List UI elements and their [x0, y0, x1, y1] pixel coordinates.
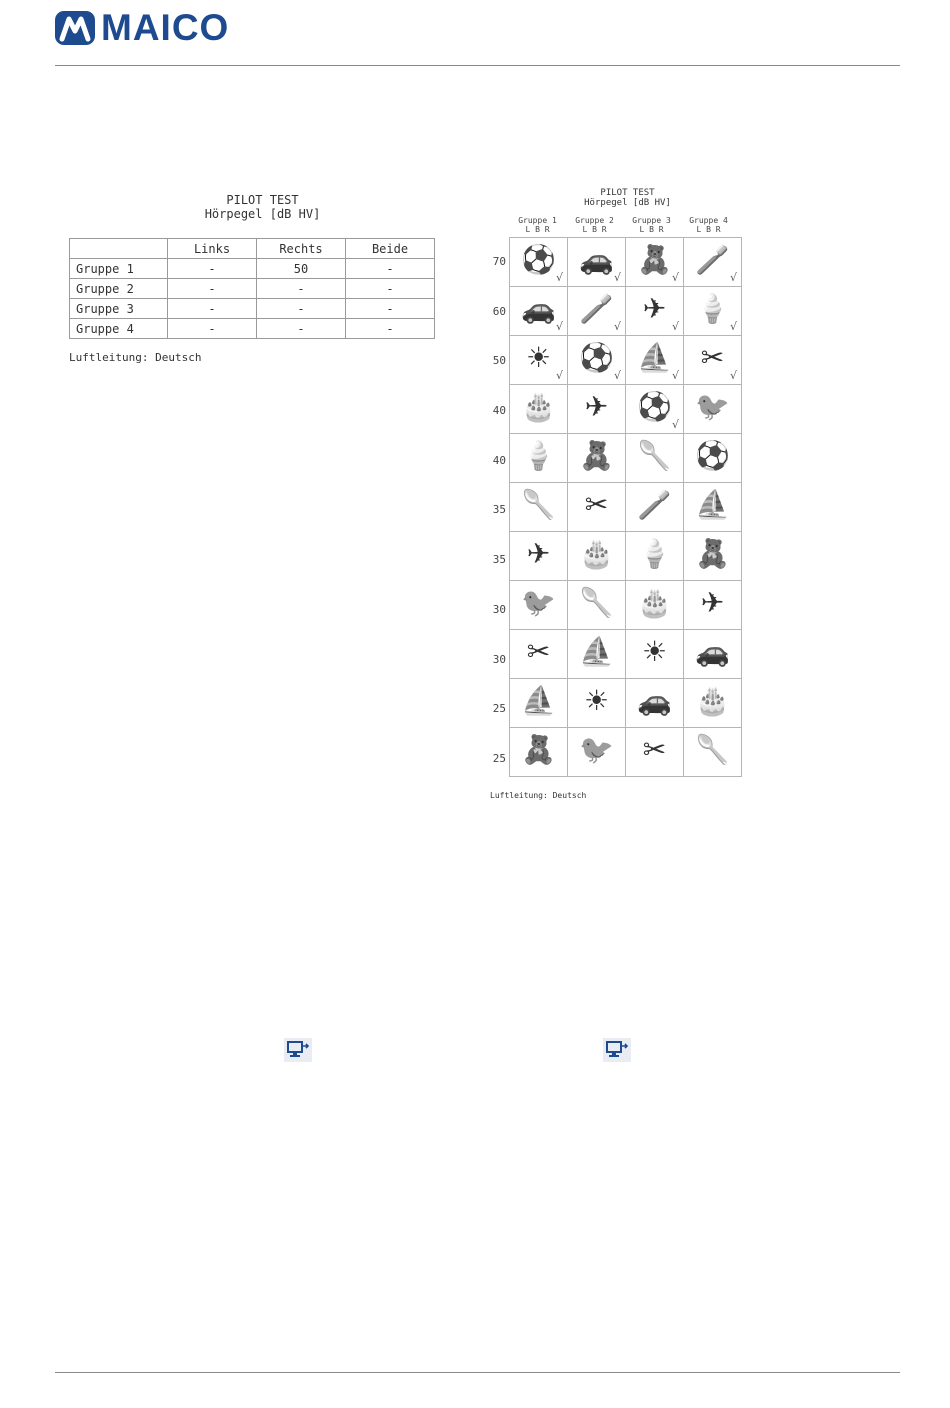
pilot-results-table: [69, 238, 435, 339]
ball-icon: ⚽: [637, 390, 672, 424]
picture-cell[interactable]: [568, 336, 626, 385]
picture-cell[interactable]: [626, 483, 684, 532]
picture-cell[interactable]: [626, 679, 684, 728]
picture-cell[interactable]: [684, 385, 742, 434]
picture-cell[interactable]: [626, 532, 684, 581]
teddy-icon: 🧸: [637, 243, 672, 277]
bird-icon: 🐦: [521, 586, 556, 620]
check-mark-icon: √: [671, 320, 679, 333]
picture-cell[interactable]: [626, 728, 684, 777]
airplane-icon: ✈: [642, 292, 667, 326]
check-mark-icon: √: [671, 418, 679, 431]
ice-cream-icon: 🍦: [521, 439, 556, 473]
level-label: 30: [492, 652, 506, 666]
picture-cell[interactable]: [684, 728, 742, 777]
scissors-icon: ✂: [642, 733, 667, 767]
picture-cell[interactable]: [510, 434, 568, 483]
group-label: Gruppe 1: [518, 216, 557, 225]
airplane-icon: ✈: [526, 537, 551, 571]
picture-cell[interactable]: [510, 483, 568, 532]
right-pilot-title: PILOT TEST: [600, 188, 655, 198]
table-cell: -: [257, 319, 346, 339]
picture-cell[interactable]: [568, 679, 626, 728]
level-column: [484, 237, 506, 784]
logo-mark-icon: [55, 11, 95, 45]
picture-cell[interactable]: [510, 630, 568, 679]
left-pilot-subtitle: Hörpegel [dB HV]: [204, 207, 321, 221]
grid-row: [510, 679, 742, 728]
table-cell: -: [257, 299, 346, 319]
scissors-icon: ✂: [584, 488, 609, 522]
right-footer: Luftleitung: Deutsch: [490, 791, 587, 800]
monitor-export-icon: [284, 1038, 312, 1062]
group-header: [680, 216, 737, 234]
airplane-icon: ✈: [700, 586, 725, 620]
picture-cell[interactable]: [568, 581, 626, 630]
column-header: Rechts: [257, 239, 346, 259]
group-label: Gruppe 2: [575, 216, 614, 225]
picture-cell[interactable]: [626, 336, 684, 385]
ear-labels: L B R: [582, 225, 607, 234]
toothbrush-icon: 🪥: [637, 488, 672, 522]
picture-cell[interactable]: [626, 434, 684, 483]
row-label: Gruppe 1: [70, 259, 168, 279]
picture-cell[interactable]: [568, 532, 626, 581]
picture-cell[interactable]: [510, 532, 568, 581]
picture-cell[interactable]: [510, 581, 568, 630]
table-cell: -: [346, 299, 435, 319]
table-header-row: [70, 239, 435, 259]
picture-cell[interactable]: [684, 336, 742, 385]
bird-icon: 🐦: [579, 733, 614, 767]
cake-icon: 🎂: [579, 537, 614, 571]
picture-cell[interactable]: [684, 287, 742, 336]
picture-cell[interactable]: [568, 434, 626, 483]
cake-icon: 🎂: [637, 586, 672, 620]
level-label: 25: [492, 702, 506, 716]
ice-cream-icon: 🍦: [695, 292, 730, 326]
sun-icon: ☀: [641, 635, 668, 669]
check-mark-icon: √: [729, 320, 737, 333]
table-cell: -: [346, 319, 435, 339]
header-divider: [55, 65, 900, 66]
picture-cell[interactable]: [626, 287, 684, 336]
picture-cell[interactable]: [684, 679, 742, 728]
ball-icon: ⚽: [695, 439, 730, 473]
picture-cell[interactable]: [510, 728, 568, 777]
check-mark-icon: √: [613, 271, 621, 284]
picture-cell[interactable]: [626, 238, 684, 287]
check-mark-icon: √: [555, 369, 563, 382]
table-row: [70, 259, 435, 279]
cake-icon: 🎂: [695, 684, 730, 718]
left-pilot-title: PILOT TEST: [226, 193, 299, 207]
grid-row: [510, 336, 742, 385]
sun-icon: ☀: [525, 341, 552, 375]
bird-icon: 🐦: [695, 390, 730, 424]
maico-logo: [55, 7, 230, 48]
picture-grid: [509, 237, 742, 777]
grid-row: [510, 581, 742, 630]
level-label: 60: [492, 304, 506, 318]
table-cell: -: [346, 279, 435, 299]
picture-cell[interactable]: [568, 385, 626, 434]
teddy-icon: 🧸: [579, 439, 614, 473]
row-label: Gruppe 3: [70, 299, 168, 319]
group-header: [623, 216, 680, 234]
car-icon: 🚗: [695, 635, 730, 669]
check-mark-icon: √: [555, 320, 563, 333]
toothbrush-icon: 🪥: [579, 292, 614, 326]
spoon-icon: 🥄: [637, 439, 672, 473]
picture-cell[interactable]: [626, 385, 684, 434]
level-label: 40: [492, 453, 506, 467]
group-label: Gruppe 4: [689, 216, 728, 225]
picture-cell[interactable]: [568, 630, 626, 679]
ball-icon: ⚽: [579, 341, 614, 375]
level-label: 35: [492, 503, 506, 517]
ball-icon: ⚽: [521, 243, 556, 277]
table-cell: -: [168, 299, 257, 319]
scissors-icon: ✂: [526, 635, 551, 669]
group-label: Gruppe 3: [632, 216, 671, 225]
picture-cell[interactable]: [684, 581, 742, 630]
level-label: 25: [492, 751, 506, 765]
table-row: [70, 279, 435, 299]
teddy-icon: 🧸: [695, 537, 730, 571]
airplane-icon: ✈: [584, 390, 609, 424]
right-pilot-subtitle: Hörpegel [dB HV]: [584, 198, 671, 208]
brand-name: MAICO: [101, 7, 230, 48]
picture-cell[interactable]: [684, 630, 742, 679]
grid-row: [510, 385, 742, 434]
left-footer: Luftleitung: Deutsch: [69, 351, 202, 364]
sailboat-icon: ⛵: [579, 635, 614, 669]
ear-labels: L B R: [525, 225, 550, 234]
table-row: [70, 299, 435, 319]
grid-row: [510, 728, 742, 777]
check-mark-icon: √: [613, 369, 621, 382]
table-cell: -: [168, 279, 257, 299]
table-cell: -: [257, 279, 346, 299]
column-header: Links: [168, 239, 257, 259]
picture-cell[interactable]: [510, 679, 568, 728]
picture-cell[interactable]: [510, 287, 568, 336]
grid-row: [510, 287, 742, 336]
check-mark-icon: √: [729, 271, 737, 284]
sailboat-icon: ⛵: [521, 684, 556, 718]
group-header: [566, 216, 623, 234]
picture-cell[interactable]: [684, 532, 742, 581]
picture-cell[interactable]: [684, 483, 742, 532]
row-label: Gruppe 4: [70, 319, 168, 339]
level-label: 40: [492, 404, 506, 418]
column-header: Beide: [346, 239, 435, 259]
picture-cell[interactable]: [568, 728, 626, 777]
spoon-icon: 🥄: [695, 733, 730, 767]
sun-icon: ☀: [583, 684, 610, 718]
table-cell: 50: [257, 259, 346, 279]
table-cell: -: [346, 259, 435, 279]
level-label: 50: [492, 354, 506, 368]
table-cell: -: [168, 319, 257, 339]
teddy-icon: 🧸: [521, 733, 556, 767]
row-label: Gruppe 2: [70, 279, 168, 299]
grid-row: [510, 434, 742, 483]
picture-cell[interactable]: [510, 336, 568, 385]
ice-cream-icon: 🍦: [637, 537, 672, 571]
check-mark-icon: √: [729, 369, 737, 382]
spoon-icon: 🥄: [521, 488, 556, 522]
picture-cell[interactable]: [568, 287, 626, 336]
table-cell: -: [168, 259, 257, 279]
monitor-export-icon: [603, 1038, 631, 1062]
ear-labels: L B R: [639, 225, 664, 234]
level-label: 30: [492, 602, 506, 616]
grid-row: [510, 532, 742, 581]
spoon-icon: 🥄: [579, 586, 614, 620]
car-icon: 🚗: [579, 243, 614, 277]
footer-divider: [55, 1372, 900, 1373]
car-icon: 🚗: [521, 292, 556, 326]
picture-cell[interactable]: [684, 434, 742, 483]
check-mark-icon: √: [671, 271, 679, 284]
grid-row: [510, 483, 742, 532]
picture-cell[interactable]: [626, 630, 684, 679]
check-mark-icon: √: [671, 369, 679, 382]
picture-cell[interactable]: [568, 238, 626, 287]
level-label: 70: [492, 255, 506, 268]
picture-cell[interactable]: [568, 483, 626, 532]
grid-row: [510, 238, 742, 287]
toothbrush-icon: 🪥: [695, 243, 730, 277]
car-icon: 🚗: [637, 684, 672, 718]
group-headers: [509, 216, 737, 234]
column-header: [70, 239, 168, 259]
group-header: [509, 216, 566, 234]
level-label: 35: [492, 553, 506, 567]
ear-labels: L B R: [696, 225, 721, 234]
grid-row: [510, 630, 742, 679]
check-mark-icon: √: [613, 320, 621, 333]
cake-icon: 🎂: [521, 390, 556, 424]
picture-cell[interactable]: [510, 238, 568, 287]
sailboat-icon: ⛵: [695, 488, 730, 522]
table-row: [70, 319, 435, 339]
picture-cell[interactable]: [626, 581, 684, 630]
sailboat-icon: ⛵: [637, 341, 672, 375]
scissors-icon: ✂: [700, 341, 725, 375]
check-mark-icon: √: [555, 271, 563, 284]
picture-cell[interactable]: [510, 385, 568, 434]
picture-cell[interactable]: [684, 238, 742, 287]
